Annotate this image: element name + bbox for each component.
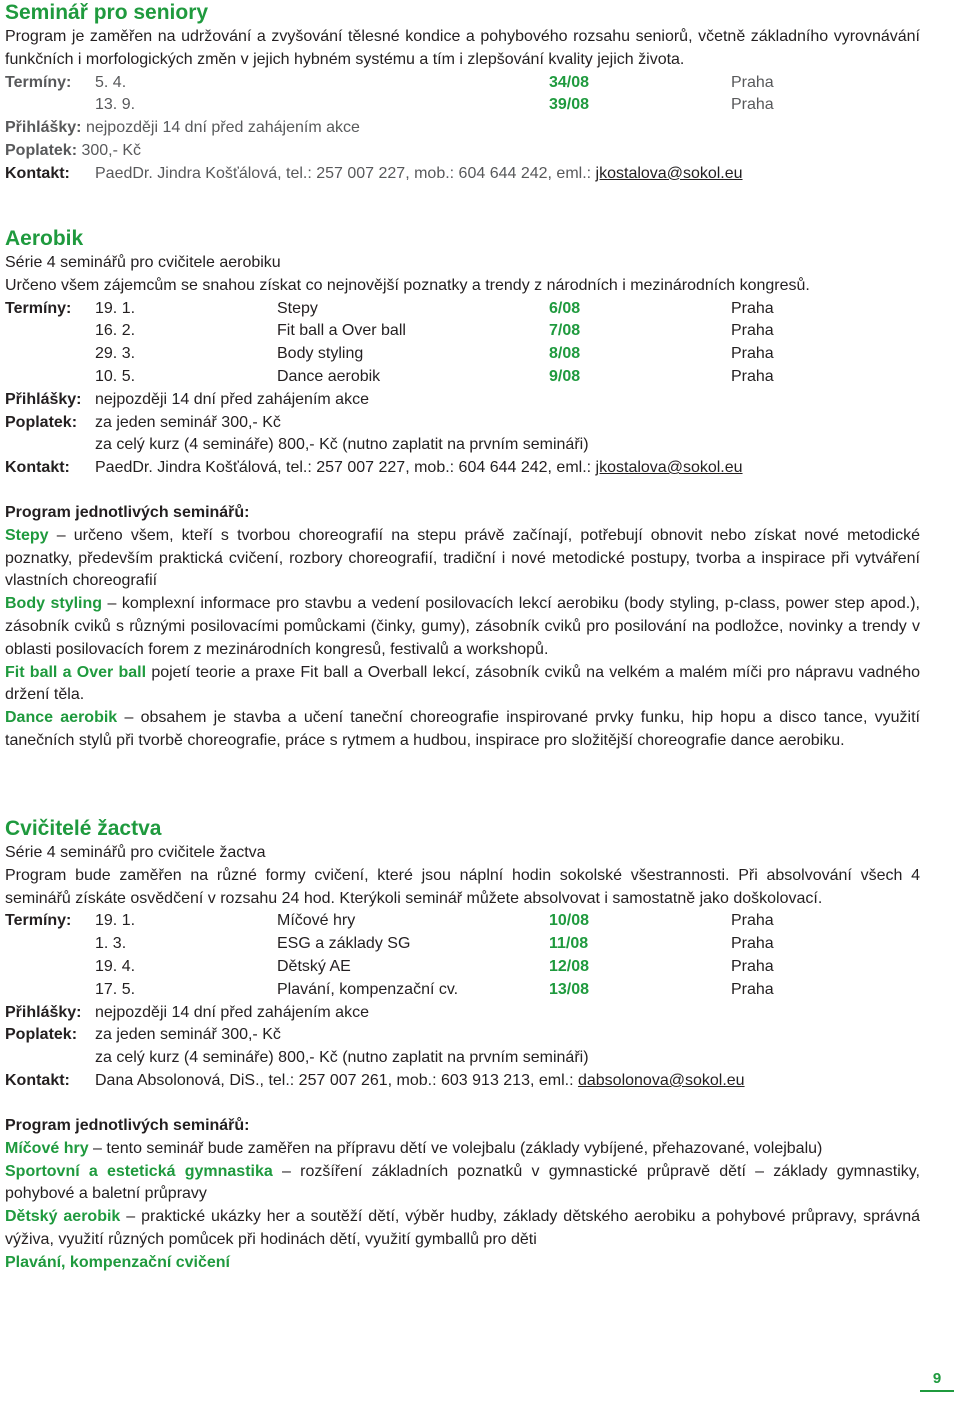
program-term: Dětský aerobik — [5, 1208, 121, 1226]
kontakt-label: Kontakt: — [5, 1071, 70, 1089]
section-zactvo-program — [5, 1115, 920, 1275]
email-link[interactable]: dabsolonova@sokol.eu — [577, 1071, 745, 1089]
terminy-label: Termíny: — [5, 73, 72, 91]
fee-row — [5, 434, 920, 457]
section-aerobik — [5, 226, 920, 480]
section-description: Program bude zaměřen na různé formy cvičení, které jsou náplní hodin sokolské všestrannosti. Při absolvování všech 4 seminářů získáte osvědčení v rozsahu 24 hod. Kterýkoli seminář můžete absolvovat i samostatně jako doškolovací. — [5, 866, 920, 907]
date: 1. 3. — [95, 935, 127, 953]
date-row — [5, 94, 920, 117]
program-term: Sportovní a estetická gymnastika — [5, 1162, 273, 1180]
email-link[interactable]: jkostalova@sokol.eu — [595, 459, 743, 477]
contact-details: PaedDr. Jindra Košťálová, tel.: 257 007 227, mob.: 604 644 242, eml.: — [95, 164, 596, 182]
poplatek-label: Poplatek: — [5, 141, 78, 159]
fee-text: za celý kurz (4 semináře) 800,- Kč (nutno zaplatit na prvním semináři) — [95, 436, 589, 454]
prihlasky-label: Přihlášky: — [5, 119, 82, 137]
program-item — [5, 525, 920, 593]
program-term: Body styling — [5, 595, 103, 613]
city: Praha — [731, 322, 774, 340]
fee-line — [5, 140, 920, 163]
date-row — [5, 320, 920, 343]
fee-row — [5, 1047, 920, 1070]
contact-details: Dana Absolonová, DiS., tel.: 257 007 261, mob.: 603 913 213, eml.: — [95, 1071, 578, 1089]
date: 13. 9. — [95, 96, 136, 114]
program-text: – obsahem je stavba a učení taneční choreografie inspirované prvky funku, hip hopu a disco tance, využití tanečních stylů při tvorbě choreografie, práce s rytmem a hudbou, inspirace pro složitější choreografie dance aerobiku. — [5, 709, 920, 749]
program-title: Program jednotlivých seminářů: — [5, 1117, 250, 1134]
seminar-name: Plavání, kompenzační cv. — [277, 980, 459, 998]
registration-row — [5, 389, 920, 412]
date: 29. 3. — [95, 345, 136, 363]
page-number-underline — [920, 1390, 954, 1392]
date-row — [5, 956, 920, 979]
contact-text — [95, 163, 743, 186]
page-number: 9 — [932, 1370, 942, 1387]
date-row — [5, 933, 920, 956]
date: 19. 1. — [95, 299, 136, 317]
program-item — [5, 1252, 920, 1275]
contact-text — [95, 457, 743, 480]
contact-text — [95, 1070, 745, 1093]
program-text: pojetí teorie a praxe Fit ball a Overball lekcí, zásobník cviků na velkém a malém míči pro nápravu vadného držení těla. — [5, 663, 920, 704]
city: Praha — [731, 367, 774, 385]
seminar-name: ESG a základy SG — [277, 935, 411, 953]
program-item — [5, 1161, 920, 1207]
contact-row — [5, 1070, 920, 1093]
date-row — [5, 366, 920, 389]
city: Praha — [731, 980, 774, 998]
section-title: Cvičitelé žactva — [5, 817, 162, 840]
prihlasky-label: Přihlášky: — [5, 1003, 82, 1021]
kontakt-label: Kontakt: — [5, 164, 70, 182]
section-subtitle: Série 4 seminářů pro cvičitele aerobiku — [5, 254, 281, 271]
kontakt-label: Kontakt: — [5, 459, 70, 477]
registration-text: nejpozději 14 dní před zahájením akce — [85, 119, 360, 137]
section-description: Určeno všem zájemcům se snahou získat co nejnovější poznatky a trendy z národních i mezinárodních kongresů. — [5, 276, 810, 294]
date-row — [5, 979, 920, 1002]
program-term: Míčové hry — [5, 1139, 89, 1157]
section-aerobik-program — [5, 502, 920, 753]
program-item — [5, 662, 920, 708]
event-code: 39/08 — [549, 96, 590, 114]
contact-row — [5, 457, 920, 480]
registration-row — [5, 1002, 920, 1025]
date-row — [5, 343, 920, 366]
contact-details: PaedDr. Jindra Košťálová, tel.: 257 007 227, mob.: 604 644 242, eml.: — [95, 459, 596, 477]
fee-text: 300,- Kč — [81, 141, 142, 159]
date: 19. 4. — [95, 957, 136, 975]
seminar-name: Dance aerobik — [277, 367, 381, 385]
event-code: 34/08 — [549, 73, 590, 91]
section-zactvo — [5, 816, 920, 1093]
seminar-name: Body styling — [277, 345, 364, 363]
section-subtitle: Série 4 seminářů pro cvičitele žactva — [5, 844, 266, 861]
date-row — [5, 910, 920, 933]
date: 17. 5. — [95, 980, 136, 998]
fee-text: za jeden seminář 300,- Kč — [95, 413, 281, 431]
fee-row — [5, 412, 920, 435]
fee-row — [5, 1024, 920, 1047]
event-code: 7/08 — [549, 322, 581, 340]
terminy-label: Termíny: — [5, 299, 72, 317]
seminar-name: Dětský AE — [277, 957, 351, 975]
date-row — [5, 298, 920, 321]
program-title: Program jednotlivých seminářů: — [5, 504, 250, 521]
seminar-name: Míčové hry — [277, 912, 356, 930]
event-code: 6/08 — [549, 299, 581, 317]
event-code: 13/08 — [549, 980, 590, 998]
event-code: 8/08 — [549, 345, 581, 363]
contact-row — [5, 163, 920, 186]
section-description: Program je zaměřen na udržování a zvyšování tělesné kondice a pohybového rozsahu seniorů, včetně základního vyrovnávání funkčních i morfologických změn v jejich hybném systému a tím i zlepšování kvality jejich života. — [5, 28, 920, 68]
program-term: Fit ball a Over ball — [5, 663, 147, 681]
event-code: 9/08 — [549, 367, 581, 385]
program-text: – komplexní informace pro stavbu a vedení posilovacích lekcí aerobiku (body styling, p-class, power step apod.), zásobník cviků s různými posilovacími pomůckami (činky, gumy), zásobník cviků pro posilování na podložce, novinky a trendy v oblasti posilovacích forem z mezinárodních kongresů, festivalů a workshopů. — [5, 595, 921, 658]
registration-text: nejpozději 14 dní před zahájením akce — [95, 1003, 369, 1021]
program-text: – rozšíření základních poznatků v gymnastické průpravě dětí – základy gymnastiky, pohybové a baletní průpravy — [5, 1162, 921, 1203]
date: 5. 4. — [95, 73, 127, 91]
terminy-label: Termíny: — [5, 912, 72, 930]
registration-text: nejpozději 14 dní před zahájením akce — [95, 390, 369, 408]
event-code: 11/08 — [549, 935, 589, 953]
city: Praha — [731, 299, 774, 317]
city: Praha — [731, 345, 774, 363]
poplatek-label: Poplatek: — [5, 413, 78, 431]
program-item — [5, 1138, 920, 1161]
date: 10. 5. — [95, 367, 136, 385]
event-code: 12/08 — [549, 957, 590, 975]
seminar-name: Fit ball a Over ball — [277, 322, 406, 340]
date: 19. 1. — [95, 912, 136, 930]
city: Praha — [731, 912, 774, 930]
section-title: Seminář pro seniory — [5, 1, 209, 24]
program-item — [5, 707, 920, 753]
email-link[interactable]: jkostalova@sokol.eu — [595, 164, 743, 182]
section-title: Aerobik — [5, 227, 84, 250]
date-row — [5, 72, 920, 95]
prihlasky-label: Přihlášky: — [5, 390, 82, 408]
city: Praha — [731, 96, 774, 114]
program-term: Stepy — [5, 526, 49, 544]
program-text: – tento seminář bude zaměřen na přípravu dětí ve volejbalu (základy vybíjené, přehazované, volejbalu) — [88, 1139, 823, 1157]
fee-text: za celý kurz (4 semináře) 800,- Kč (nutno zaplatit na prvním semináři) — [95, 1049, 589, 1067]
section-seniors — [5, 0, 920, 186]
event-code: 10/08 — [549, 912, 590, 930]
date: 16. 2. — [95, 322, 136, 340]
program-text: – určeno všem, kteří s tvorbou choreografií na stepu právě začínají, potřebují obnovit nebo získat nové metodické poznatky, především praktická cvičení, rozbory choreografií, tradiční i nové metodické postupy, tvorba a inspirace při vytváření vlastních choreografií — [5, 526, 920, 590]
city: Praha — [731, 73, 774, 91]
program-term: Plavání, kompenzační cvičení — [5, 1253, 230, 1271]
program-term: Dance aerobik — [5, 709, 118, 727]
program-item — [5, 1206, 920, 1252]
seminar-name: Stepy — [277, 299, 318, 317]
fee-text: za jeden seminář 300,- Kč — [95, 1026, 281, 1044]
city: Praha — [731, 957, 774, 975]
city: Praha — [731, 935, 774, 953]
poplatek-label: Poplatek: — [5, 1026, 78, 1044]
program-item — [5, 593, 920, 661]
program-text: – praktické ukázky her a soutěží dětí, výběr hudby, základy dětského aerobiku a pohybové průpravy, správná výživa, využití různých pomůcek při hodinách dětí, využití gymballů pro děti — [5, 1208, 920, 1248]
registration-line — [5, 117, 920, 140]
